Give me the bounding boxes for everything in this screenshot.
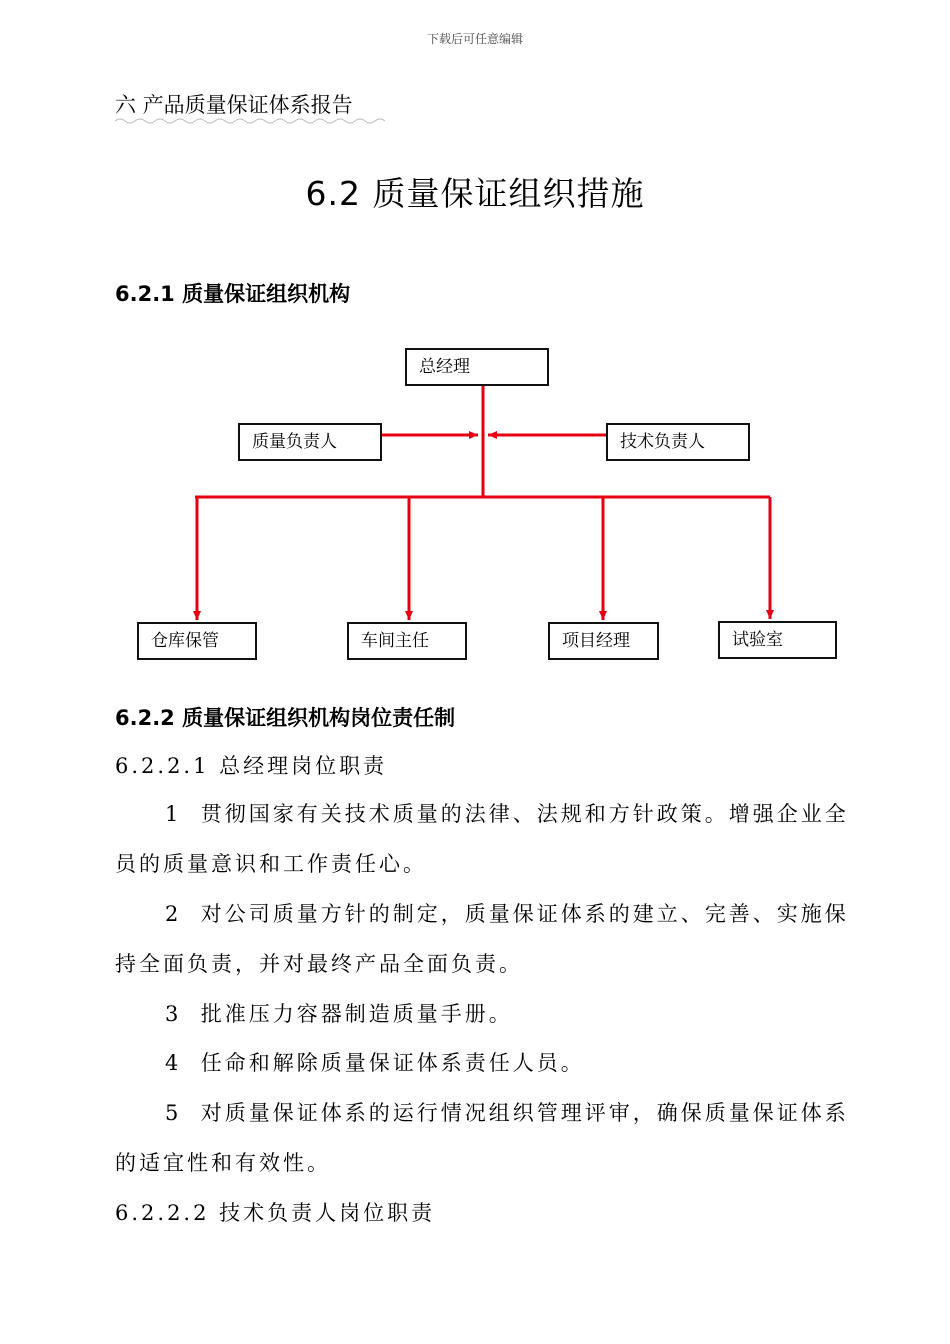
duty-text: 批准压力容器制造质量手册。	[200, 1002, 513, 1026]
duty-num: 5	[165, 1101, 182, 1125]
heading-6-2-1: 6.2.1 质量保证组织机构	[115, 282, 351, 306]
duty-item-5	[115, 1088, 870, 1188]
duty-num: 4	[165, 1051, 182, 1075]
heading-6-2-2-1: 6.2.2.1 总经理岗位职责	[115, 754, 388, 778]
duty-num: 2	[165, 902, 182, 926]
box-warehouse: 仓库保管	[137, 622, 257, 660]
box-workshop: 车间主任	[347, 622, 467, 660]
duty-item-3	[115, 989, 870, 1039]
box-general-manager: 总经理	[405, 348, 549, 386]
duty-text: 任命和解除质量保证体系责任人员。	[200, 1051, 585, 1075]
duty-num: 1	[165, 802, 182, 826]
heading-6-2-2-2: 6.2.2.2 技术负责人岗位职责	[115, 1201, 436, 1225]
duty-text: 贯彻国家有关技术质量的法律、法规和方针政策。增强企业全员的质量意识和工作责任心。	[115, 802, 849, 876]
duty-num: 3	[165, 1002, 182, 1026]
section-title-text: 六 产品质量保证体系报告	[115, 93, 353, 117]
box-quality-lead: 质量负责人	[238, 423, 382, 461]
duty-item-1	[115, 789, 870, 889]
duty-text: 对公司质量方针的制定，质量保证体系的建立、完善、实施保持全面负责，并对最终产品全面负责。	[115, 902, 849, 976]
duty-item-4	[115, 1038, 870, 1088]
box-lab: 试验室	[718, 621, 837, 659]
box-tech-lead: 技术负责人	[606, 423, 750, 461]
heading-6-2-2: 6.2.2 质量保证组织机构岗位责任制	[115, 706, 456, 730]
header-note: 下载后可任意编辑	[426, 32, 523, 46]
duty-item-2	[115, 889, 870, 989]
duty-text: 对质量保证体系的运行情况组织管理评审，确保质量保证体系的适宜性和有效性。	[115, 1101, 849, 1175]
box-project-manager: 项目经理	[548, 622, 659, 660]
main-title: 6.2 质量保证组织措施	[305, 174, 645, 213]
